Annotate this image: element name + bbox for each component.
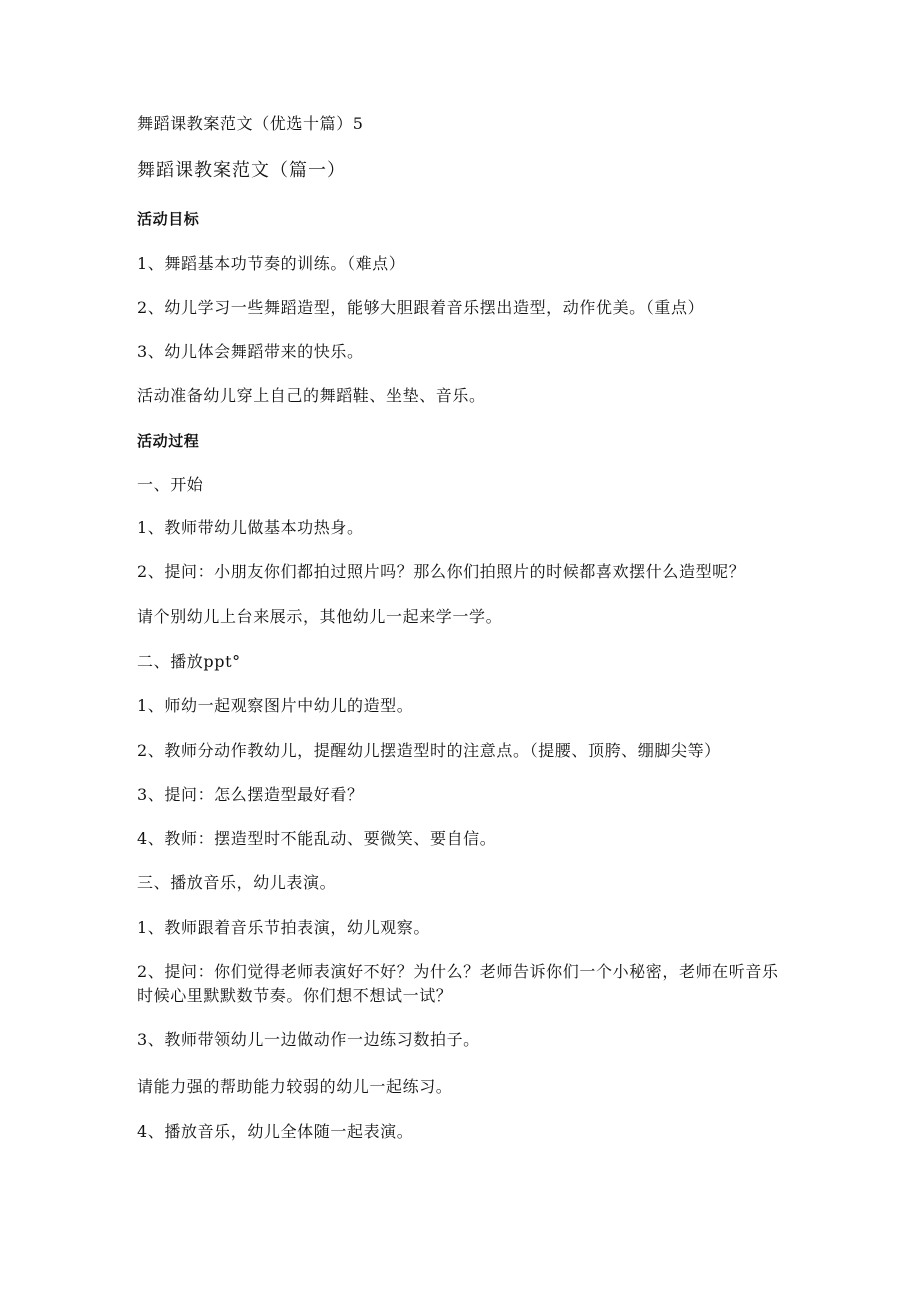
step1-item-1: 1、教师带幼儿做基本功热身。 xyxy=(137,518,364,537)
step3-note: 请能力强的帮助能力较弱的幼儿一起练习。 xyxy=(137,1077,453,1096)
activity-preparation: 活动准备幼儿穿上自己的舞蹈鞋、坐垫、音乐。 xyxy=(137,386,486,405)
step1-title: 一、开始 xyxy=(137,475,204,494)
goal-item-2: 2、幼儿学习一些舞蹈造型，能够大胆跟着音乐摆出造型，动作优美。（重点） xyxy=(137,298,705,317)
step2-item-1: 1、师幼一起观察图片中幼儿的造型。 xyxy=(137,696,414,715)
step3-item-3: 3、教师带领幼儿一边做动作一边练习数拍子。 xyxy=(137,1030,480,1049)
step1-item-2: 2、提问：小朋友你们都拍过照片吗？那么你们拍照片的时候都喜欢摆什么造型呢？ xyxy=(137,562,746,581)
goal-item-1: 1、舞蹈基本功节奏的训练。（难点） xyxy=(137,254,406,273)
heading-activity-process: 活动过程 xyxy=(137,432,200,450)
step1-note: 请个别幼儿上台来展示，其他幼儿一起来学一学。 xyxy=(137,607,503,626)
section-title: 舞蹈课教案范文（篇一） xyxy=(137,160,346,181)
goal-item-3: 3、幼儿体会舞蹈带来的快乐。 xyxy=(137,342,364,361)
heading-activity-goals: 活动目标 xyxy=(137,210,200,228)
step3-item-2: 2、提问：你们觉得老师表演好不好？为什么？老师告诉你们一个小秘密，老师在听音乐时候心里默默数节奏。你们想不想试一试？ xyxy=(137,962,779,1005)
document-title: 舞蹈课教案范文（优选十篇）5 xyxy=(137,114,364,133)
step2-title: 二、播放ppt° xyxy=(137,652,241,671)
step2-item-2: 2、教师分动作教幼儿，提醒幼儿摆造型时的注意点。（提腰、顶胯、绷脚尖等） xyxy=(137,741,721,760)
step2-item-4: 4、教师：摆造型时不能乱动、要微笑、要自信。 xyxy=(137,829,497,848)
step3-item-4: 4、播放音乐，幼儿全体随一起表演。 xyxy=(137,1122,414,1141)
step3-title: 三、播放音乐，幼儿表演。 xyxy=(137,873,337,892)
step3-item-1: 1、教师跟着音乐节拍表演，幼儿观察。 xyxy=(137,918,430,937)
step2-item-3: 3、提问：怎么摆造型最好看？ xyxy=(137,785,364,804)
